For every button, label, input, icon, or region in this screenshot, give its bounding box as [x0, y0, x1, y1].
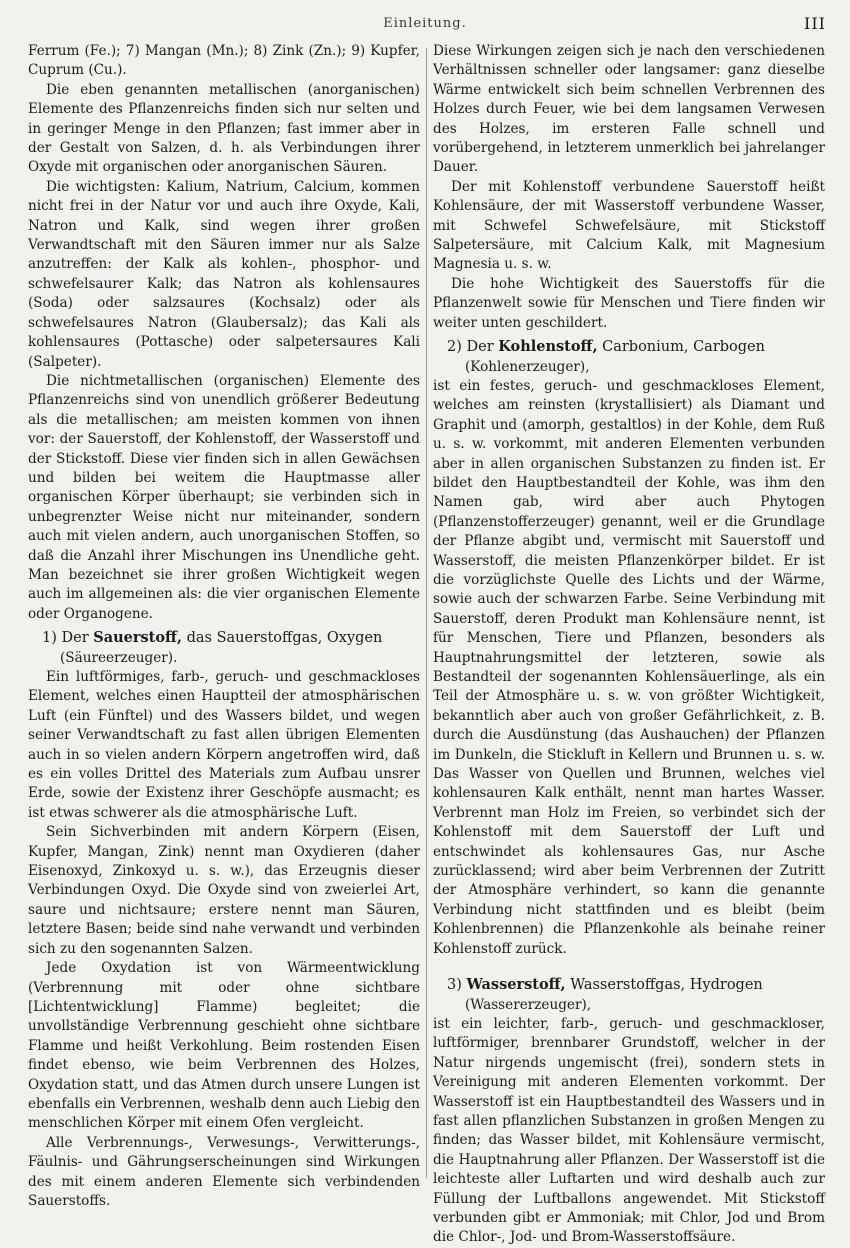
- paragraph: Die nichtmetallischen (organischen) Elemente des Pflanzenreichs sind von unendlich größerer Bedeutung als die metallischen; am meisten kommen von ihnen vor: der Sauerstoff, der Kohlenstoff, der Wasserstoff und der Stickstoff. Diese vier finden sich in allen Gewächsen und bilden bei weitem die Hauptmasse aller organischen Körper überhaupt; sie verbinden sich in unbegrenzter Weise nicht nur miteinander, sondern auch mit vielen andern, auch unorganischen Stoffen, so daß die Anzahl ihrer Mischungen ins Unendliche geht. Man bezeichnet sie ihrer großen Wichtigkeit wegen auch im allgemeinen als: die vier organischen Elemente oder Organogene.: [28, 372, 420, 622]
- paragraph: Der mit Kohlenstoff verbundene Sauerstoff heißt Kohlensäure, der mit Wasserstoff verbundene Wasser, mit Schwefel Schwefelsäure, mit Stickstoff Salpetersäure, mit Calcium Kalk, mit Magnesium Magnesia u. s. w.: [433, 178, 825, 273]
- paragraph: Ferrum (Fe.); 7) Mangan (Mn.); 8) Zink (Zn.); 9) Kupfer, Cuprum (Cu.).: [28, 43, 420, 79]
- section-subtitle: (Kohlenerzeuger),: [465, 358, 590, 375]
- paragraph: Sein Sichverbinden mit andern Körpern (Eisen, Kupfer, Mangan, Zink) nennt man Oxydieren (daher Eisenoxyd, Zinkoxyd u. s. w.), das Erzeugnis dieser Verbindungen Oxyd. Die Oxyde sind von zweierlei Art, saure und nichtsaure; erstere nennt man Säuren, letztere Basen; beide sind nahe verwandt und verbinden sich zu den sogenannten Salzen.: [28, 824, 420, 957]
- section-synonyms: das Sauerstoffgas, Oxygen: [186, 630, 383, 647]
- page-number: III: [804, 14, 826, 33]
- section-subtitle: (Wassererzeuger),: [465, 996, 592, 1013]
- section-title: Kohlenstoff,: [498, 338, 598, 356]
- section-heading-kohlenstoff: [433, 337, 825, 357]
- paragraph: Die hohe Wichtigkeit des Sauerstoffs für die Pflanzenwelt sowie für Menschen und Tiere finden wir weiter unten geschildert.: [433, 275, 825, 331]
- section-heading-wasserstoff: [433, 975, 825, 995]
- section-number: 1) Der: [42, 630, 89, 647]
- running-title: Einleitung.: [383, 16, 467, 31]
- section-title: Sauerstoff,: [93, 629, 183, 647]
- paragraph: ist ein festes, geruch- und geschmackloses Element, welches am reinsten (krystallisiert) als Diamant und Graphit und (amorph, gestaltlos) in der Kohle, dem Ruß u. s. w. vorkommt, mit anderen Elementen verbunden aber in allen organischen Substanzen zu finden ist. Er bildet den Hauptbestandteil der Kohle, was ihm den Namen gab, wird aber auch Phytogen (Pflanzenstofferzeuger) genannt, weil er die Grundlage der Pflanze abgibt und, vermischt mit Sauerstoff und Wasserstoff, die meisten Pflanzenkörper bildet. Er ist die vorzüglichste Quelle des Lichts und der Wärme, sowie auch der schwarzen Farbe. Seine Verbindung mit Sauerstoff, deren Produkt man Kohlensäure nennt, ist für Menschen, Tiere und Pflanzen, besonders als Hauptnahrungsmittel der letzteren, sowie als Bestandteil der sogenannten Kohlensäuerlinge, als ein Teil der Atmosphäre u. s. w. von größter Wichtigkeit, bekanntlich aber auch von großer Gefährlichkeit, z. B. durch die Ausdünstung (das Aushauchen) der Pflanzen im Dunkeln, die Stickluft in Kellern und Brunnen u. s. w. Das Wasser von Quellen und Brunnen, welches viel kohlensauren Kalk enthält, nennt man hartes Wasser. Verbrennt man Holz im Freien, so verbindet sich der Kohlenstoff mit dem Sauerstoff der Luft und entschwindet als kohlensaures Gas, nur Asche zurücklassend; wird aber beim Verbrennen der Zutritt der Atmosphäre verhindert, so kann die genannte Verbindung nicht stattfinden und es bleibt (beim Kohlenbrennen) die Pflanzenkohle als beinahe reiner Kohlenstoff zurück.: [433, 377, 825, 957]
- spacer: [433, 959, 825, 971]
- section-subtitle: (Säureerzeuger).: [60, 649, 178, 666]
- paragraph: Ein luftförmiges, farb-, geruch- und geschmackloses Element, welches einen Hauptteil der atmosphärischen Luft (ein Fünftel) und des Wassers bildet, und wegen seiner Verwandtschaft zu fast allen übrigen Elementen auch in so vielen andern Körpern angetroffen wird, daß es ein volles Drittel des Materials zum Aufbau unsrer Erde, sowie der Existenz ihrer Geschöpfe ausmacht; es ist etwas schwerer als die atmosphärische Luft.: [28, 669, 420, 821]
- section-title: Wasserstoff,: [466, 976, 566, 994]
- paragraph: Die eben genannten metallischen (anorganischen) Elemente des Pflanzenreichs finden sich nur selten und in geringer Menge in den Pflanzen; fast immer aber in der Gestalt von Salzen, d. h. als Verbindungen ihrer Oxyde mit organischen oder anorganischen Säuren.: [28, 81, 420, 176]
- column-divider: [426, 48, 427, 1178]
- running-head: [0, 12, 850, 36]
- right-column: [433, 42, 825, 1246]
- paragraph: Jede Oxydation ist von Wärmeentwicklung (Verbrennung mit oder ohne sichtbare [Lichtentwicklung] Flamme) begleitet; die unvollständige Verbrennung geschieht ohne sichtbare Flamme und heißt Verkohlung. Beim rostenden Eisen findet ebenso, wie beim Verbrennen des Holzes, Oxydation statt, und das Atmen durch unsere Lungen ist ebenfalls ein Verbrennen, weshalb denn auch Liebig den menschlichen Körper mit einem Ofen vergleicht.: [28, 960, 420, 1132]
- left-column: [28, 42, 420, 1209]
- section-number: 2) Der: [447, 339, 494, 356]
- paragraph: Alle Verbrennungs-, Verwesungs-, Verwitterungs-, Fäulnis- und Gährungserscheinungen sind Wirkungen des mit einem anderen Elemente sich verbindenden Sauerstoffs.: [28, 1134, 420, 1209]
- section-number: 3): [447, 977, 462, 994]
- paragraph: Die wichtigsten: Kalium, Natrium, Calcium, kommen nicht frei in der Natur vor und auch ihre Oxyde, Kali, Natron und Kalk, sind wegen ihrer großen Verwandtschaft mit den Säuren immer nur als Salze anzutreffen: der Kalk als kohlen-, phosphor- und schwefelsaurer Kalk; das Natron als kohlensaures (Soda) oder salzsaures (Kochsalz) oder als schwefelsaures Natron (Glaubersalz); das Kali als kohlensaures (Pottasche) oder salpetersaures Kali (Salpeter).: [28, 178, 420, 370]
- section-heading-sauerstoff: [28, 628, 420, 648]
- paragraph: ist ein leichter, farb-, geruch- und geschmackloser, luftförmiger, brennbarer Grundstoff, welcher in der Natur nirgends ungemischt (frei), sondern stets in Vereinigung mit anderen Elementen vorkommt. Der Wasserstoff ist ein Hauptbestandteil des Wassers und in fast allen pflanzlichen Substanzen in großen Mengen zu finden; das Wasser bildet, mit Kohlensäure vermischt, die Hauptnahrung aller Pflanzen. Der Wasserstoff ist die leichteste aller Luftarten und wird deshalb auch zur Füllung der Luftballons angewendet. Mit Stickstoff verbunden gibt er Ammoniak; mit Chlor, Jod und Brom die Chlor-, Jod- und Brom-Wasserstoffsäure.: [433, 1015, 825, 1246]
- section-synonyms: Carbonium, Carbogen: [602, 339, 765, 356]
- paragraph: Diese Wirkungen zeigen sich je nach den verschiedenen Verhältnissen schneller oder langsamer: ganz dieselbe Wärme entwickelt sich beim schnellen Verbrennen des Holzes durch Feuer, wie bei dem langsamen Verwesen des Holzes, im ersteren Falle schnell und vorübergehend, in letzterem unmerklich bei jahrelanger Dauer.: [433, 43, 825, 176]
- section-synonyms: Wasserstoffgas, Hydrogen: [570, 977, 763, 994]
